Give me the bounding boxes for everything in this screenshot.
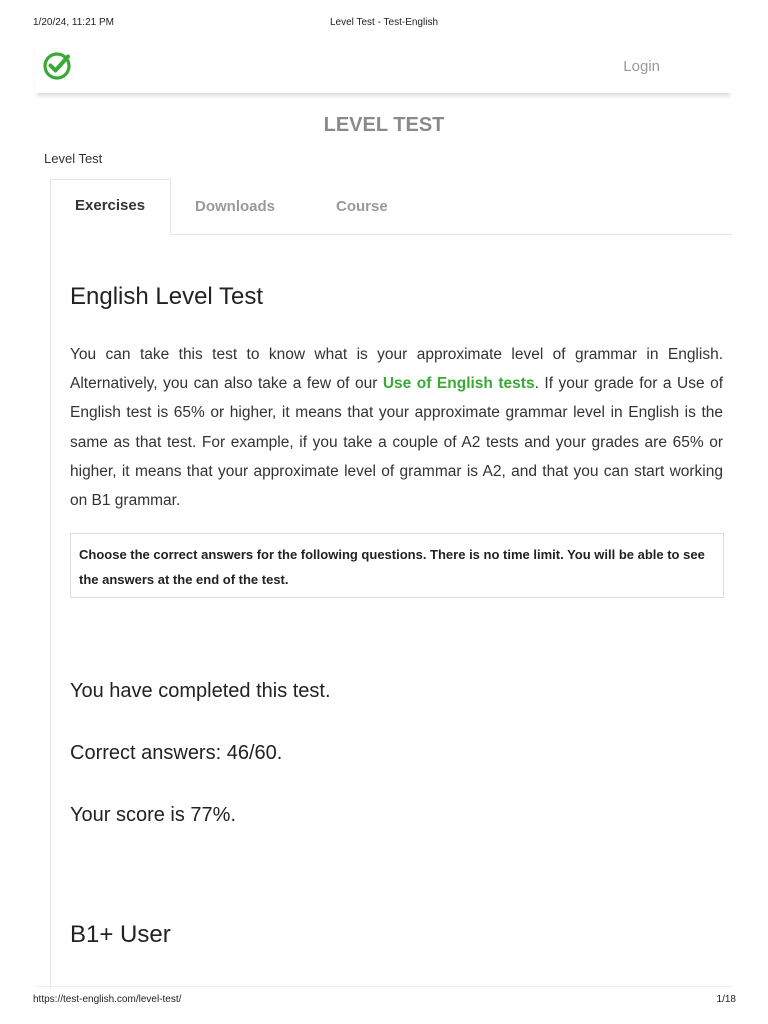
breadcrumb[interactable]: Level Test <box>44 151 103 166</box>
print-datetime: 1/20/24, 11:21 PM <box>33 17 114 28</box>
tab-exercises[interactable] <box>50 179 171 235</box>
use-of-english-tests-link[interactable]: Use of English tests <box>382 375 535 393</box>
score: Your score is 77%. <box>70 804 237 826</box>
content-tabs <box>50 179 732 235</box>
print-footer <box>0 994 768 1010</box>
print-page-number: 1/18 <box>716 994 736 1005</box>
print-header <box>0 17 768 33</box>
tab-label: Course <box>336 198 388 215</box>
print-page-title: Level Test - Test-English <box>329 17 439 28</box>
completed-message: You have completed this test. <box>70 680 331 702</box>
tab-downloads[interactable] <box>171 179 301 234</box>
print-url: https://test-english.com/level-test/ <box>33 994 182 1005</box>
tab-label: Exercises <box>75 197 146 214</box>
section-title: English Level Test <box>70 283 264 310</box>
top-navbar <box>35 38 732 93</box>
correct-answers: Correct answers: 46/60. <box>70 742 283 764</box>
divider <box>35 986 732 987</box>
login-link[interactable]: Login <box>623 58 660 75</box>
page-heading: LEVEL TEST <box>323 114 445 136</box>
check-circle-icon[interactable] <box>42 51 72 81</box>
tab-label: Downloads <box>195 198 276 215</box>
instructions-box: Choose the correct answers for the following questions. There is no time limit. You will be able to see the answers at the end of the test. <box>70 533 724 598</box>
intro-text: . If your grade for a Use of English test is 65% or higher, it means that your approximate grammar level in English is the same as that test. For example, if you take a couple of A2 tests and your grades are 65% or higher, it means that your approximate level of grammar is A2, and that you can start working on B1 grammar. <box>70 375 723 510</box>
tab-course[interactable] <box>301 179 411 234</box>
intro-paragraph <box>70 340 723 515</box>
intro-text: You can take this test to know what is your approximate level of grammar in English. Alternatively, you can also take a few of our <box>70 346 723 393</box>
level-result: B1+ User <box>70 921 171 948</box>
